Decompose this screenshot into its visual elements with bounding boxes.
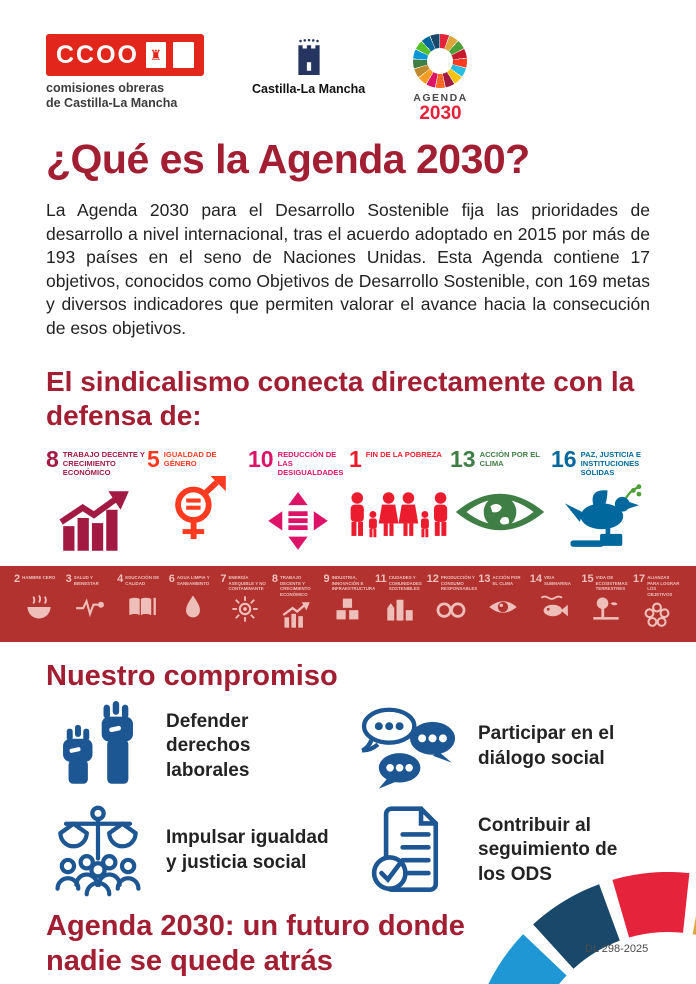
checklist-document-icon [358, 805, 462, 897]
footer-heading: Agenda 2030: un futuro donde nadie se quede atrás [46, 909, 465, 977]
mini-goal-label: INDUSTRIA, INNOVACIÓN E INFRAESTRUCTURA [331, 574, 376, 592]
agenda-word: AGENDA [413, 92, 468, 104]
compromiso-label: Participar en el diálogo social [478, 723, 615, 769]
agenda-2030-logo [413, 34, 468, 123]
sdg-goal-8 [46, 445, 145, 556]
mini-goal-number: 9 [323, 572, 330, 585]
fish-icon [530, 590, 579, 624]
speech-bubbles-icon [358, 701, 462, 793]
tree-icon [581, 592, 630, 626]
banner-goal-11 [375, 574, 424, 632]
banner-goal-17 [633, 574, 682, 632]
banner-goal-14 [530, 574, 579, 632]
mini-goal-number: 7 [220, 572, 227, 585]
mini-goal-label: CIUDADES Y COMUNIDADES SOSTENIBLES [388, 574, 422, 592]
sdg-goals-row [46, 445, 650, 556]
gender-equality-icon [147, 476, 246, 548]
goal-label: PAZ, JUSTICIA E INSTITUCIONES SÓLIDAS [580, 449, 641, 478]
mini-goal-label: PRODUCCIÓN Y CONSUMO RESPONSABLES [440, 574, 478, 592]
city-buildings-icon [375, 592, 424, 626]
compromiso-label: Defender derechos laborales [166, 710, 251, 782]
castle-icon: ♜ [146, 42, 166, 68]
goal-label: REDUCCIÓN DE LAS DESIGUALDADES [277, 449, 344, 478]
growth-chart-icon [46, 484, 145, 556]
mini-goal-label: TRABAJO DECENTE Y CRECIMIENTO ECONÓMICO [280, 574, 311, 598]
mini-goal-number: 4 [117, 572, 124, 585]
compromiso-label: Impulsar igualdad y justicia social [166, 827, 329, 873]
page-title: ¿Qué es la Agenda 2030? [46, 136, 530, 182]
water-drop-icon [169, 590, 218, 624]
mini-goal-number: 17 [632, 572, 646, 585]
mini-goal-number: 14 [529, 572, 543, 585]
scales-people-icon [46, 805, 150, 897]
deposit-legal-number: DL 298-2025 [585, 943, 649, 955]
banner-goal-4 [117, 574, 166, 632]
goal-number: 5 [147, 445, 160, 472]
climate-eye-icon [450, 476, 549, 548]
banner-goal-2 [14, 574, 63, 632]
footer-sdg-wheel-wrap [468, 872, 696, 984]
intro-paragraph: La Agenda 2030 para el Desarrollo Sostenible fija las prioridades de desarrollo a nivel internacional, tras el acuerdo adoptado en 2015 por más de 193 países en el seno de Naciones Unidas. Esta Agenda contiene 17 objetivos, conocidos como Objetivos de Desarrollo Sostenible, con 169 metas y diversos indicadores que permiten valorar el avance hacia la consecución de esos objetivos. [46, 200, 650, 338]
banner-goal-13 [478, 574, 527, 632]
mini-growth-chart-icon [272, 598, 321, 632]
mini-goal-label: ACCIÓN POR EL CLIMA [492, 574, 521, 586]
sdg-goal-16 [551, 445, 650, 556]
sdg-goal-13 [450, 445, 549, 556]
goal-number: 10 [248, 445, 274, 472]
goal-label: ACCIÓN POR EL CLIMA [479, 449, 540, 468]
compromiso-heading: Nuestro compromiso [46, 659, 338, 692]
goal-label: FIN DE LA POBREZA [365, 449, 442, 459]
mini-goal-number: 15 [581, 572, 594, 585]
goal-number: 8 [46, 445, 59, 472]
mini-goal-label: ALIANZAS PARA LOGRAR LOS OBJETIVOS [647, 574, 680, 598]
goal-number: 16 [551, 445, 577, 472]
mini-goal-label: AGUA LIMPIA Y SANEAMIENTO [176, 574, 210, 586]
banner-goal-8 [272, 574, 321, 632]
banner-goal-7 [220, 574, 269, 632]
banner-goal-3 [66, 574, 115, 632]
equality-arrows-icon [248, 484, 347, 556]
alliance-circles-icon [633, 598, 682, 632]
open-book-icon [117, 590, 166, 624]
footer-sdg-wheel [468, 872, 696, 984]
zero-hunger-bowl-icon [14, 590, 63, 624]
mini-goal-number: 2 [14, 572, 21, 585]
ccoo-logo [46, 34, 204, 111]
mini-goal-number: 11 [375, 572, 387, 585]
heartbeat-icon [66, 590, 115, 624]
goal-number: 13 [450, 445, 476, 472]
castle-shield-icon [292, 38, 326, 78]
flag-panel-icon [173, 42, 194, 68]
ccoo-subtitle-line1: comisiones obreras [46, 81, 165, 95]
header-logos [46, 34, 650, 124]
goal-label: TRABAJO DECENTE Y CRECIMIENTO ECONÓMICO [62, 449, 145, 478]
infinity-loop-icon [427, 592, 476, 626]
sun-energy-icon [220, 592, 269, 626]
mini-goal-number: 13 [478, 572, 491, 585]
ccoo-logo-text: CCOO [56, 40, 139, 69]
mini-goal-label: EDUCACIÓN DE CALIDAD [125, 574, 160, 586]
sdg-goal-1 [349, 445, 448, 556]
mini-goal-number: 8 [271, 572, 279, 585]
banner-goal-12 [427, 574, 476, 632]
sdg-goal-5 [147, 445, 246, 556]
peace-dove-icon [551, 484, 650, 556]
compromiso-item-dialogo [358, 701, 650, 793]
goal-number: 1 [349, 445, 362, 472]
sdg-banner-strip [0, 566, 696, 642]
sindicalismo-heading: El sindicalismo conecta directamente con la defensa de: [46, 366, 635, 432]
family-icon [349, 476, 448, 548]
mini-goal-label: VIDA SUBMARINA [544, 574, 571, 586]
banner-goal-6 [169, 574, 218, 632]
mini-climate-eye-icon [478, 590, 527, 624]
mini-goal-label: VIDA DE ECOSISTEMAS TERRESTRES [595, 574, 628, 592]
compromiso-label: Contribuir al seguimiento de los ODS [478, 814, 618, 886]
compromiso-item-derechos [46, 701, 338, 793]
compromiso-item-igualdad [46, 805, 338, 897]
goal-label: IGUALDAD DE GÉNERO [163, 449, 217, 468]
mini-goal-number: 12 [426, 572, 439, 585]
agenda-year: 2030 [419, 103, 462, 124]
castilla-la-mancha-label: Castilla-La Mancha [252, 82, 366, 96]
banner-goal-15 [581, 574, 630, 632]
compromiso-grid [46, 701, 650, 897]
mini-goal-label: SALUD Y BIENESTAR [73, 574, 99, 586]
agenda-2030-wheel [413, 34, 467, 88]
castilla-la-mancha-logo [252, 34, 365, 96]
mini-goal-label: ENERGÍA ASEQUIBLE Y NO CONTAMINANTE [228, 574, 266, 592]
ccoo-logo-box [46, 34, 204, 76]
sdg-goal-10 [248, 445, 347, 556]
industry-cubes-icon [323, 592, 372, 626]
ccoo-subtitle-line2: de Castilla-La Mancha [46, 96, 178, 110]
raised-fists-icon [46, 701, 150, 793]
mini-goal-number: 3 [65, 572, 72, 585]
mini-goal-number: 6 [168, 572, 175, 585]
mini-goal-label: HAMBRE CERO [22, 574, 56, 580]
banner-goal-9 [323, 572, 376, 632]
